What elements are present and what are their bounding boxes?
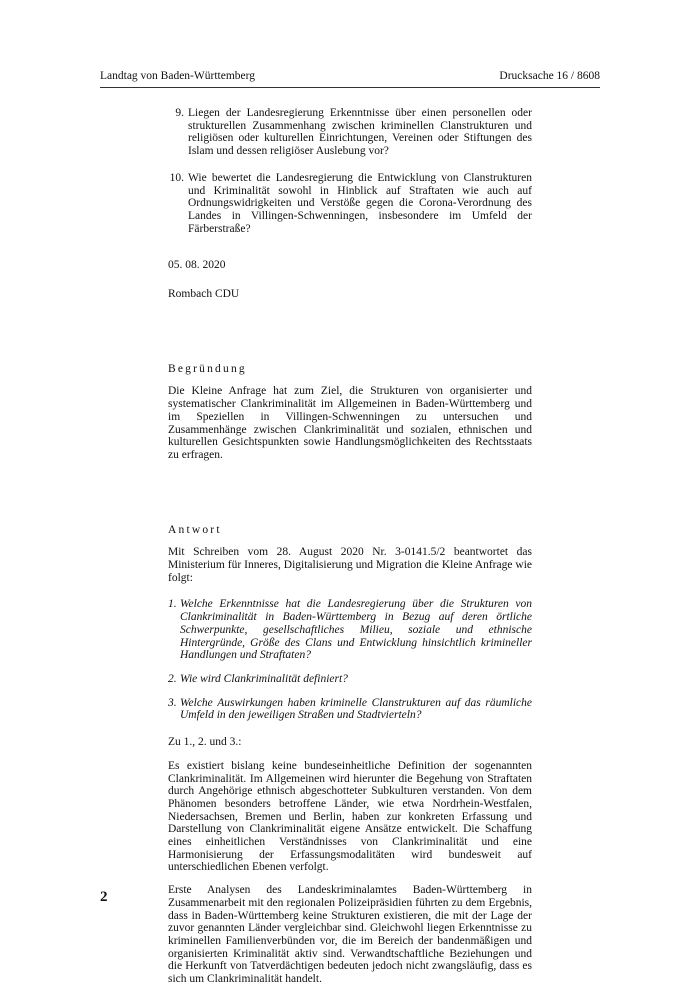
header-parliament: Landtag von Baden-Württemberg (100, 70, 255, 82)
answer-question-number: 2. (168, 672, 177, 685)
begruendung-text: Die Kleine Anfrage hat zum Ziel, die Strukturen von organisierter und systematischer Clankriminalität im Allgemeinen in Baden-Württemberg und im Speziellen in Villingen-Schwenningen zu untersuchen und Zusammenhänge zwischen Clankriminalität und sozialen, ethnischen und kulturellen Gesichtspunkten sowie Handlungsmöglichkeiten des Rechtsstaats zu erfragen. (168, 385, 532, 461)
question-text: Liegen der Landesregierung Erkenntnisse über einen personellen oder strukturellen Zusammenhang zwischen kriminellen Clanstrukturen und religiösen oder kulturellen Einrichtungen, Vereinen oder Stiftungen des Islam und dessen religiöser Auslebung vor? (188, 107, 532, 158)
antwort-intro: Mit Schreiben vom 28. August 2020 Nr. 3-0141.5/2 beantwortet das Ministerium für Inneres, Digitalisierung und Migration die Kleine Anfrage wie folgt: (168, 546, 532, 584)
date: 05. 08. 2020 (168, 259, 226, 272)
question-text: Wie bewertet die Landesregierung die Entwicklung von Clanstrukturen und Kriminalität sowohl in Hinblick auf Straftaten wie auch auf Ordnungswidrigkeiten und Verstöße gegen die Corona-Verordnung des Landes in Villingen-Schwenningen, insbesondere im Umfeld der Färberstraße? (188, 171, 532, 235)
answer-paragraph: Es existiert bislang keine bundeseinheitliche Definition der sogenannten Clankriminalität. Im Allgemeinen wird hierunter die Begehung von Straftaten durch Angehörige ethnisch abgeschotteter Subkulturen verstanden. Von dem Phänomen besonders betroffene Länder, wie etwa Nordrhein-Westfalen, Niedersachsen, Bremen und Berlin, haben zur konkreten Erfassung und Darstellung von Clankriminalität eigene Ansätze entwickelt. Die Schaffung eines einheitlichen Verständnisses von Clankriminalität und eine Harmonisierung der Erfassungsmodalitäten wird bundesweit auf unterschiedlichen Ebenen verfolgt. (168, 759, 532, 874)
header-document-number: Drucksache 16 / 8608 (499, 70, 600, 82)
question-list (168, 107, 532, 235)
answer-question-number: 3. (168, 696, 177, 709)
answer-question-item (168, 673, 532, 686)
page-header (100, 70, 600, 82)
answer-question-text: Welche Erkenntnisse hat die Landesregierung über die Strukturen von Clankriminalität in Baden-Württemberg in Bezug auf deren örtliche Schwerpunkte, gesellschaftliches Milieu, soziale und ethnische Hintergründe, Größe des Clans und Entwicklung hinsichtlich krimineller Handlungen und Straftaten? (180, 598, 532, 662)
answer-question-item (168, 598, 532, 662)
question-item (168, 172, 532, 236)
answer-reference: Zu 1., 2. und 3.: (168, 736, 242, 749)
answer-question-item (168, 697, 532, 722)
answer-question-number: 1. (168, 598, 177, 611)
antwort-heading: Antwort (168, 523, 222, 536)
header-rule (100, 87, 600, 88)
page-content (168, 107, 532, 996)
question-number: 10. (169, 171, 184, 184)
question-item (168, 107, 532, 158)
answer-question-text: Wie wird Clankriminalität definiert? (180, 672, 348, 685)
question-number: 9. (175, 107, 184, 119)
author: Rombach CDU (168, 288, 240, 301)
begruendung-heading: Begründung (168, 362, 247, 375)
page-number: 2 (100, 889, 108, 905)
answer-question-text: Welche Auswirkungen haben kriminelle Clanstrukturen auf das räumliche Umfeld in den jeweiligen Straßen und Stadtvierteln? (180, 696, 532, 722)
answer-paragraph: Erste Analysen des Landeskriminalamtes Baden-Württemberg in Zusammenarbeit mit den regionalen Polizeipräsidien führten zu dem Ergebnis, dass in Baden-Württemberg keine Strukturen existieren, die mit der Lage der zuvor genannten Länder vergleichbar sind. Gleichwohl liegen Erkenntnisse zu kriminellen Familienverbünden vor, die im Bereich der bandenmäßigen und organisierten Kriminalität aktiv sind. Verwandtschaftliche Beziehungen und die Herkunft von Tatverdächtigen bedeuten jedoch nicht zwangsläufig, dass es sich um Clankriminalität handelt. (168, 884, 532, 986)
